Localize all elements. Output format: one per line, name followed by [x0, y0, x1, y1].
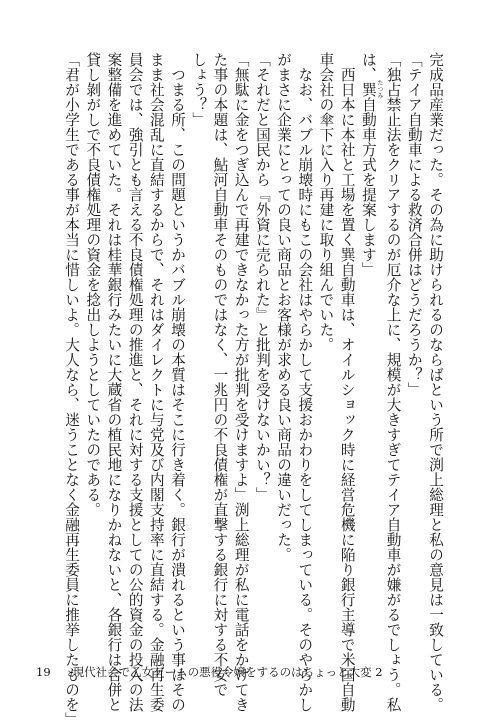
page-number: 19	[36, 665, 51, 679]
text-line: 「無駄に金をつぎ込んで再建できなかった方が批判を受けますよ」渕上総理が私に電話をかけてき	[232, 52, 250, 712]
ruby-annotation	[359, 79, 383, 100]
text-line: 員会では、強引とも言える不良債権処理の推進と、それに対する支援としての公的資金の投入の法	[126, 52, 144, 712]
text-line: 「独占禁止法をクリアするのが厄介な上に、規模が大きすぎてテイア自動車が嫌がるでしょう。私	[384, 52, 402, 712]
text-line: 「君が小学生である事が本当に惜しいよ。大人なら、迷うことなく金融再生委員に推挙したものを」	[63, 52, 81, 727]
text-line: まま社会混乱に直結するからで、それはダイレクトに与党及び内閣支持率に直結する。金融再生委	[147, 52, 165, 712]
ruby-reading: たつみ	[375, 79, 383, 100]
running-title: 現代社会で乙女ゲームの悪役令嬢をするのはちょっと大変 2	[72, 665, 383, 679]
text-line: 西日本に本社と工場を置く巽自動車は、オイルショック時に経営危機に陥り銀行主導で米国自動	[338, 52, 356, 712]
text-line: しょう？」	[190, 52, 208, 127]
text-line-with-ruby: は、巽 たつみ自動車方式を提案します」	[359, 52, 383, 277]
text-line: 貸し剝がしで不良債権処理の資金を捻出しようとしていたのである。	[84, 52, 102, 517]
text-line: 「それだと国民から『外資に売られた』と批判を受けないかい？」	[253, 52, 271, 502]
text-line: つまる所、この問題というかバブル崩壊の本質はそこに行き着く。銀行が潰れるという事はその	[169, 52, 187, 712]
text-line: 案整備を進めていた。それは桂華銀行みたいに大蔵省の植民地になりかねないと、各銀行は合併と	[105, 52, 123, 712]
ruby-base: 巽	[359, 79, 377, 100]
text-line: 完成品産業だった。その為に助けられるのならばという所で渕上総理と私の意見は一致している。	[427, 52, 444, 712]
text-line: 車会社の傘下に入り再建に取り組んでいた。	[317, 52, 335, 352]
text-line: た事の本題は、鮎河自動車そのものではなく、一兆円の不良債権が直撃する銀行に対する不安で	[211, 52, 229, 697]
text-line: 「テイア自動車による救済合併はどうだろうか？」	[405, 52, 423, 397]
page-footer	[36, 663, 466, 681]
text-line: なお、バブル崩壊時にもこの会社はやらかして支援おかわりをしてしまっている。そのやらかし	[296, 52, 314, 712]
text-line: がまさに企業にとっての良い商品とお客様が求める良い商品の違いだった。	[275, 52, 293, 562]
